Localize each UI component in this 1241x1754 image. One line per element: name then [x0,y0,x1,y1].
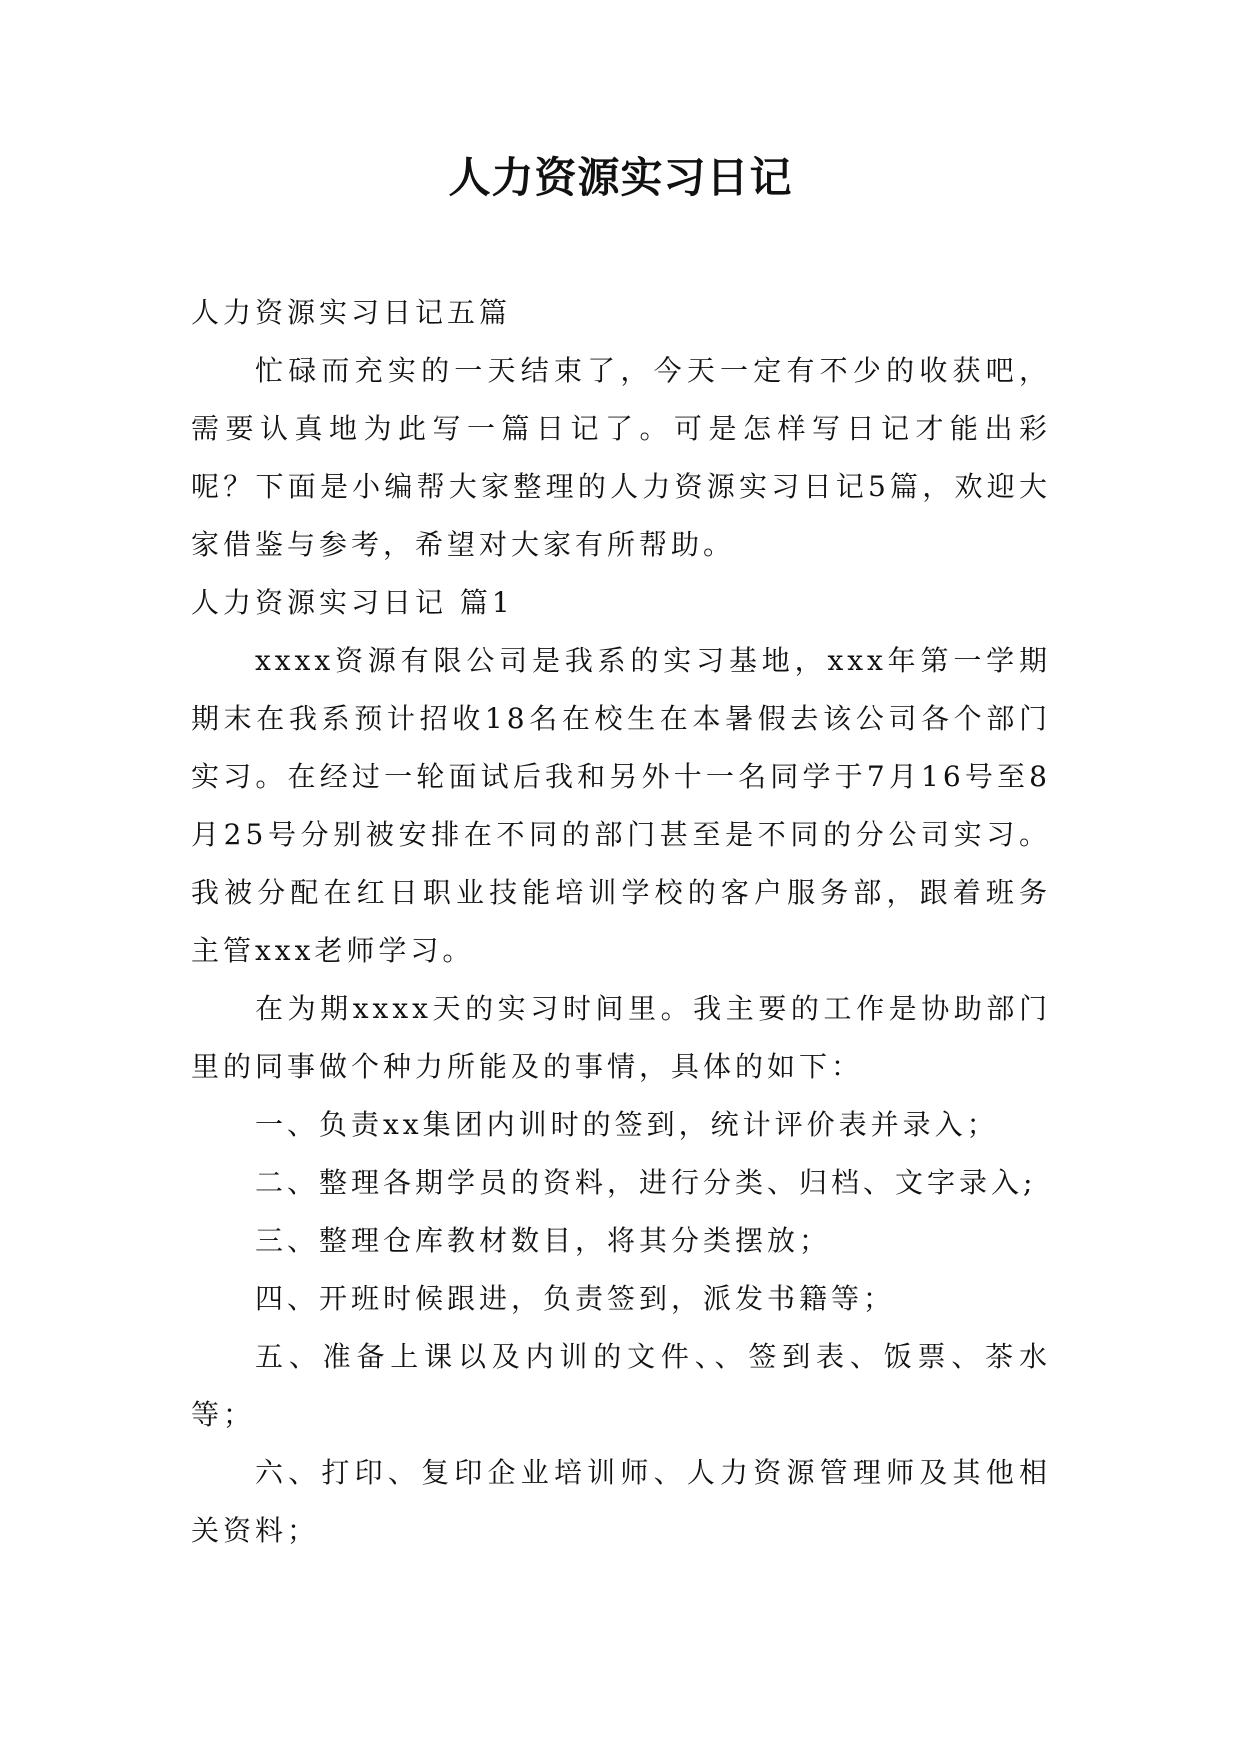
list-item: 四、开班时候跟进，负责签到，派发书籍等； [255,1282,896,1315]
list-item: 三、整理仓库教材数目，将其分类摆放； [255,1224,832,1257]
list-item: 五、准备上课以及内训的文件、、签到表、饭票、茶水等； [191,1340,1051,1431]
body-paragraph-1: xxxx资源有限公司是我系的实习基地，xxx年第一学期期末在我系预计招收18名在校生在本暑假去该公司各个部门实习。在经过一轮面试后我和另外十一名同学于7月16号至8月25号分别被安排在不同的部门甚至是不同的分公司实习。我被分配在红日职业技能培训学校的客户服务部，跟着班务主管xxx老师学习。 [191,644,1051,967]
body-paragraph-2: 在为期xxxx天的实习时间里。我主要的工作是协助部门里的同事做个种力所能及的事情，具体的如下： [191,992,1051,1083]
intro-paragraph: 忙碌而充实的一天结束了，今天一定有不少的收获吧，需要认真地为此写一篇日记了。可是怎样写日记才能出彩呢？下面是小编帮大家整理的人力资源实习日记5篇，欢迎大家借鉴与参考，希望对大家有所帮助。 [191,354,1051,561]
list-item: 一、负责xx集团内训时的签到，统计评价表并录入； [255,1108,999,1141]
list-item: 六、打印、复印企业培训师、人力资源管理师及其他相关资料； [191,1456,1051,1547]
section-heading: 人力资源实习日记 篇1 [191,586,514,619]
document-body [191,284,1051,1560]
list-item: 二、整理各期学员的资料，进行分类、归档、文字录入; [255,1166,1037,1199]
page-title: 人力资源实习日记 [448,153,793,202]
subtitle: 人力资源实习日记五篇 [191,296,512,329]
